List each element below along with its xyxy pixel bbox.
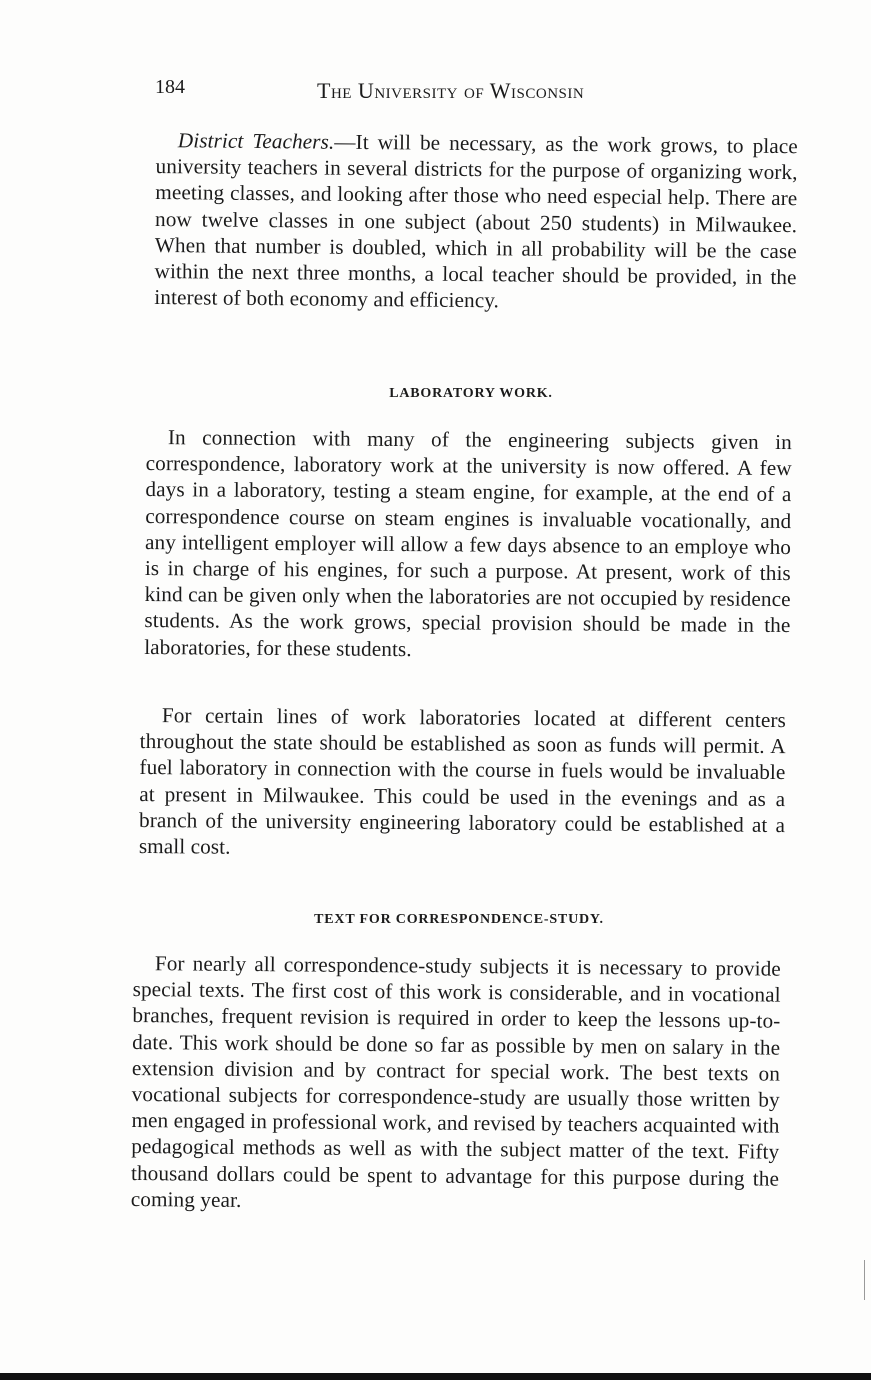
correspondence-study-paragraph: For nearly all correspondence-study subjects it is necessary to provide special texts. The first cost of this work is considerable, and in vocational branches, frequent revision is required in order to keep the lessons up-to-date. This work should be done so far as possible by men on salary in the extension division and by contract for special work. The best texts on vocational subjects for correspondence-study are usually those written by men engaged in professional work, and revised by teachers acquainted with pedagogical methods as well as with the subject matter of the text. Fifty thousand dollars could be spent to advantage for this purpose during the coming year. xyxy=(130,951,781,1212)
laboratory-work-paragraph-1: In connection with many of the engineering subjects given in correspondence, laboratory work at the university is now offered. A few days in a laboratory, testing a steam engine, for example, at the end of a correspondence course on steam engines is invaluable vocationally, and any intelligent employer will allow a few days absence to an employe who is in charge of his engines, for such a purpose. At present, work of this kind can be given only when the laboratories are not occupied by residence students. As the work grows, special provision should be made in the laboratories, for these students. xyxy=(144,425,792,661)
correspondence-study-heading: TEXT FOR CORRESPONDENCE-STUDY. xyxy=(314,912,604,927)
laboratory-work-paragraph-2: For certain lines of work laboratories located at different centers throughout the state should be established as soon as funds will permit. A fuel laboratory in connection with the course in fuels would be invaluable at present in Milwaukee. This could be used in the evenings and as a branch of the university engineering laboratory could be established at a small cost. xyxy=(138,703,786,859)
page-number: 184 xyxy=(155,76,185,98)
page-header xyxy=(155,76,795,106)
district-teachers-run-in-title: District Teachers. xyxy=(177,128,335,154)
page-edge-mark xyxy=(864,1260,871,1300)
district-teachers-paragraph xyxy=(154,127,798,317)
scan-bottom-edge xyxy=(0,1373,871,1380)
running-title: The University of Wisconsin xyxy=(317,78,585,103)
district-teachers-text: —It will be necessary, as the work grows, to place university teachers in several districts for the purpose of organizing work, meeting classes, and looking after those who need especial help. There are now twelve classes in one subject (about 250 students) in Milwaukee. When that number is doubled, which in all probability will be the case within the next three months, a local teacher should be provided, in the interest of both economy and efficiency. xyxy=(154,129,798,313)
laboratory-work-heading: LABORATORY WORK. xyxy=(389,386,553,401)
